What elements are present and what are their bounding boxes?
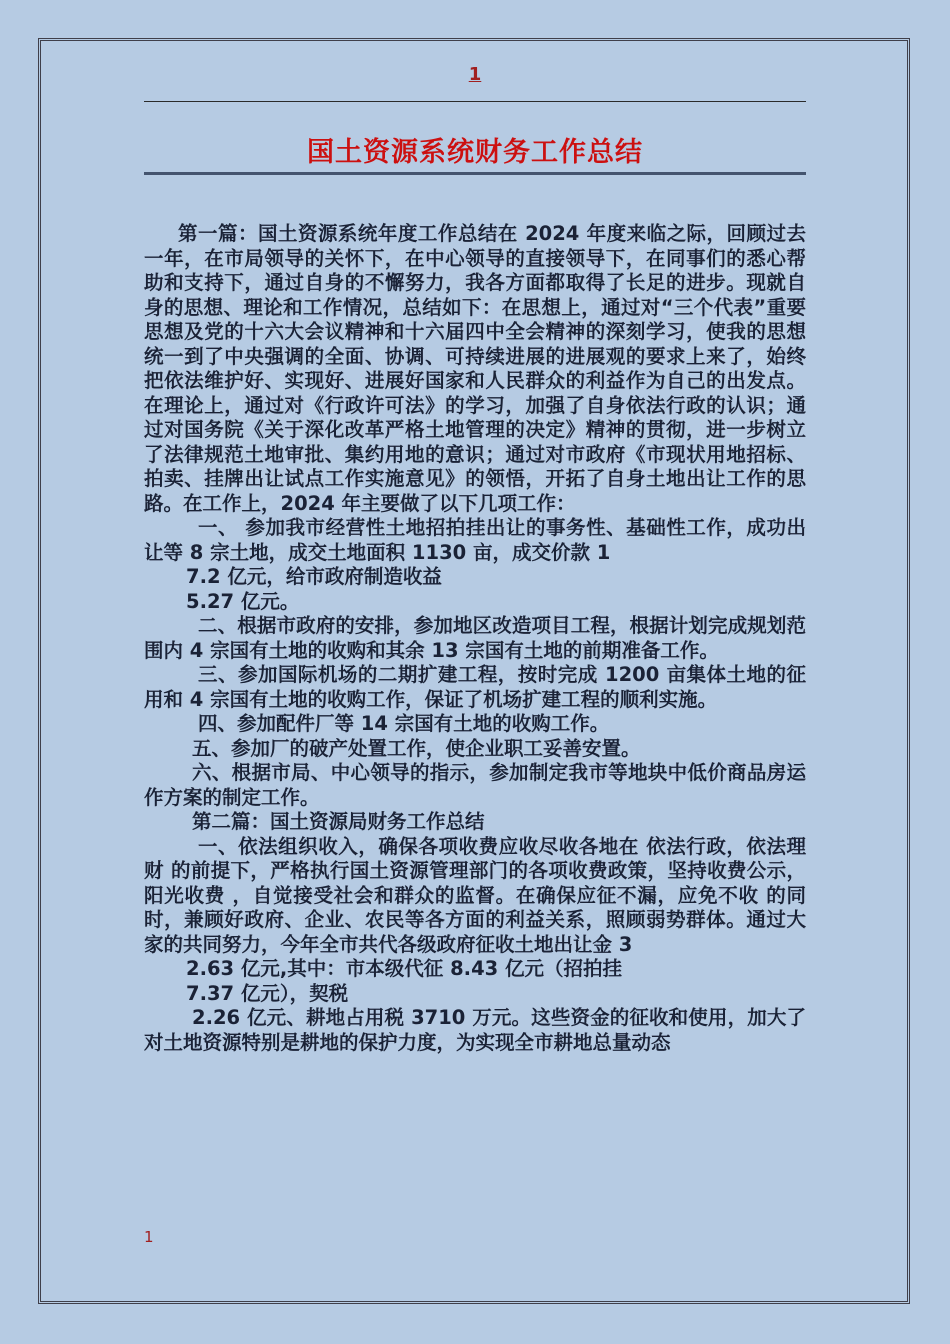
document-title: 国土资源系统财务工作总结 [307, 137, 643, 168]
paragraph: 2.63 亿元,其中：市本级代征 8.43 亿元（招拍挂 [186, 957, 622, 980]
paragraph: 一、 参加我市经营性土地招拍挂出让的事务性、基础性工作，成功出让等 8 宗土地，成交土地面积 1130 亩，成交价款 1 [144, 516, 806, 564]
header-page-number: 1 [468, 64, 482, 85]
paragraph: 7.2 亿元，给市政府制造收益 [186, 565, 442, 588]
paragraph: 五、参加厂的破产处置工作，使企业职工妥善安置。 [192, 736, 641, 760]
paragraph: 2.26 亿元、耕地占用税 3710 万元。这些资金的征收和使用，加大了对土地资源特别是耕地的保护力度，为实现全市耕地总量动态 [144, 1006, 806, 1054]
paragraph: 第一篇：国土资源系统年度工作总结在 2024 年度来临之际，回顾过去一年，在市局领导的关怀下，在中心领导的直接领导下，在同事们的悉心帮助和支持下，通过自身的不懈努力，我各方面都取得了长足的进步。现就自身的思想、理论和工作情况，总结如下：在思想上，通过对“三个代表”重要思想及党的十六大会议精神和十六届四中全会精神的深刻学习，使我的思想统一到了中央强调的全面、协调、可持续进展的进展观的要求上来了，始终把依法维护好、实现好、进展好国家和人民群众的利益作为自己的出发点。在理论上，通过对《行政许可法》的学习，加强了自身依法行政的认识；通过对国务院《关于深化改革严格土地管理的决定》精神的贯彻，进一步树立了法律规范土地审批、集约用地的意识；通过对市政府《市现状用地招标、拍卖、挂牌出让试点工作实施意见》的领悟，开拓了自身土地出让工作的思路。在工作上，2024 年主要做了以下几项工作： [144, 222, 806, 515]
header-divider [144, 101, 806, 102]
paragraph: 7.37 亿元），契税 [186, 981, 349, 1005]
document-body [144, 222, 806, 1055]
section-heading: 第二篇：国土资源局财务工作总结 [192, 810, 485, 833]
paragraph: 六、根据市局、中心领导的指示，参加制定我市等地块中低价商品房运作方案的制定工作。 [144, 761, 806, 809]
footer-page-number: 1 [144, 1228, 154, 1246]
title-divider [144, 172, 806, 175]
paragraph: 四、参加配件厂等 14 宗国有土地的收购工作。 [198, 712, 610, 735]
paragraph: 二、根据市政府的安排，参加地区改造项目工程，根据计划完成规划范围内 4 宗国有土地的收购和其余 13 宗国有土地的前期准备工作。 [144, 614, 806, 662]
paragraph: 5.27 亿元。 [186, 589, 300, 613]
paragraph: 一、依法组织收入，确保各项收费应收尽收各地在 依法行政，依法理财 的前提下，严格执行国土资源管理部门的各项收费政策，坚持收费公示， 阳光收费 ，自觉接受社会和群众的监督。在确保应征不漏，应免不收 的同时，兼顾好政府、企业、农民等各方面的利益关系，照顾弱势群体。通过大家的共同努力，今年全市共代各级政府征收土地出让金 3 [144, 834, 806, 956]
paragraph: 三、参加国际机场的二期扩建工程，按时完成 1200 亩集体土地的征用和 4 宗国有土地的收购工作，保证了机场扩建工程的顺利实施。 [144, 663, 806, 711]
